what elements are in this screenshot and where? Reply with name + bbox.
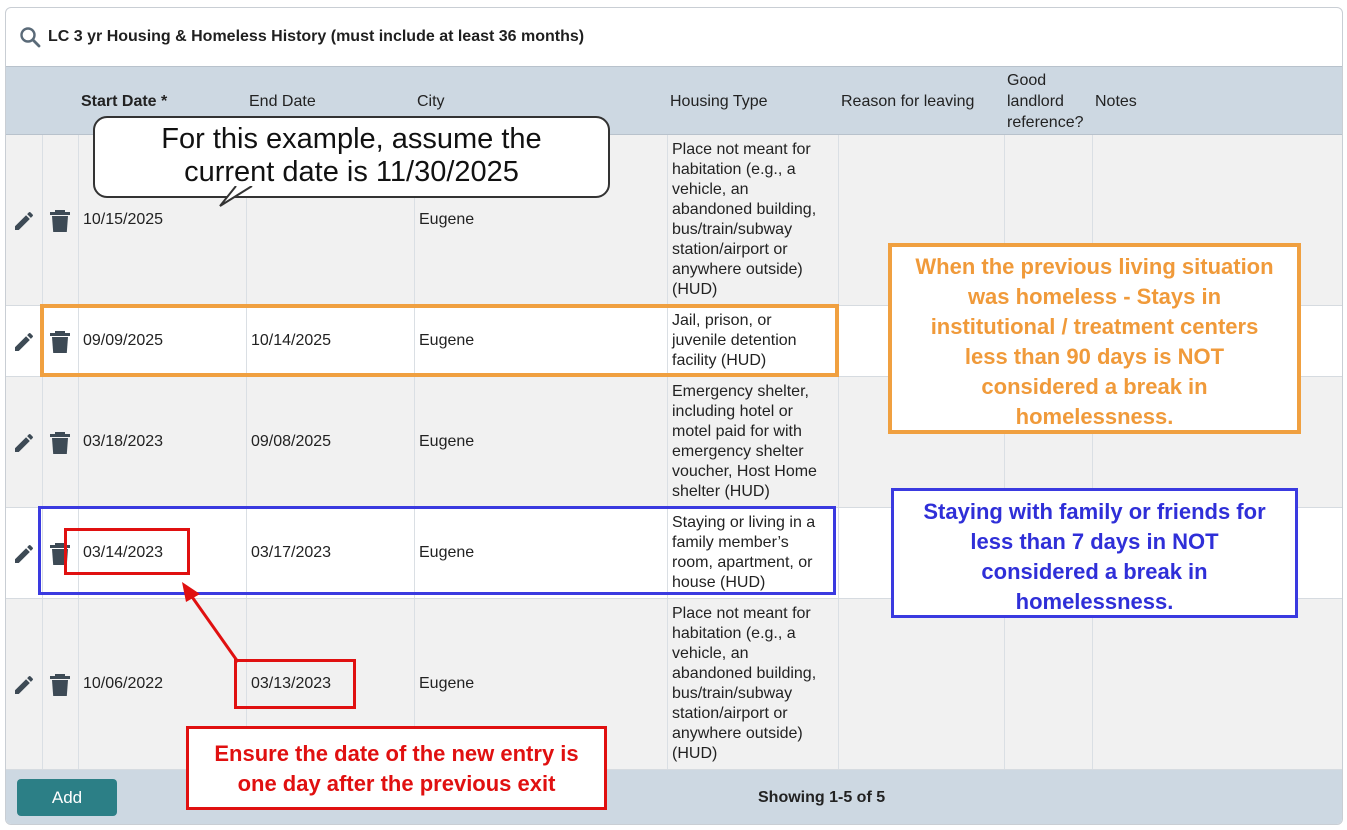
housing-type-line: juvenile detention [672, 332, 797, 349]
orange-note [888, 243, 1301, 434]
housing-type-line: vehicle, an [672, 181, 749, 198]
housing-type-line: Place not meant for [672, 141, 811, 158]
housing-type-line: vehicle, an [672, 645, 749, 662]
column-divider [78, 599, 79, 769]
red-note-line-2: one day after the previous exit [237, 771, 556, 796]
edit-pencil-icon[interactable] [9, 670, 39, 700]
delete-trash-icon[interactable] [45, 206, 75, 236]
current-date-callout [93, 116, 610, 198]
column-divider [78, 135, 79, 305]
end-date-cell: 10/14/2025 [251, 332, 332, 349]
housing-type-line: including hotel or [672, 403, 793, 420]
edit-pencil-icon[interactable] [9, 539, 39, 569]
column-divider [42, 377, 43, 507]
housing-type-line: shelter (HUD) [672, 483, 770, 500]
housing-type-line: habitation (e.g., a [672, 625, 796, 642]
housing-type-cell [672, 377, 817, 507]
column-header-housing-type[interactable]: Housing Type [670, 93, 768, 110]
column-divider [838, 377, 839, 507]
orange-note-line-5: considered a break in [981, 374, 1208, 399]
end-date-cell: 09/08/2025 [251, 433, 332, 450]
panel-header [6, 8, 1342, 66]
housing-type-line: station/airport or [672, 705, 788, 722]
column-divider [838, 508, 839, 598]
pagination-status: Showing 1-5 of 5 [758, 789, 886, 806]
housing-type-line: voucher, Host Home [672, 463, 817, 480]
housing-type-cell [672, 135, 816, 305]
column-divider [667, 599, 668, 769]
housing-type-line: Jail, prison, or [672, 312, 772, 329]
good-landlord-line-3: reference? [1007, 114, 1084, 131]
housing-type-line: anywhere outside) [672, 725, 803, 742]
housing-type-line: habitation (e.g., a [672, 161, 796, 178]
blue-note-line-1: Staying with family or friends for [923, 499, 1266, 524]
orange-note-line-4: less than 90 days is NOT [964, 344, 1225, 369]
orange-highlight-box [40, 304, 839, 377]
start-date-cell: 10/06/2022 [83, 675, 164, 692]
red-note [186, 726, 607, 810]
edit-pencil-icon[interactable] [9, 428, 39, 458]
red-highlight-start-date [64, 528, 190, 575]
column-divider [1092, 599, 1093, 769]
housing-type-line: bus/train/subway [672, 685, 793, 702]
column-divider [1004, 599, 1005, 769]
callout-line-1: For this example, assume the [161, 123, 542, 155]
housing-type-line: Emergency shelter, [672, 383, 809, 400]
column-divider [78, 377, 79, 507]
housing-type-cell [672, 599, 816, 769]
column-header-city[interactable]: City [417, 93, 445, 110]
housing-type-line: family member’s [672, 534, 789, 551]
housing-type-line: house (HUD) [672, 574, 766, 591]
city-cell: Eugene [419, 544, 475, 561]
housing-type-line: emergency shelter [672, 443, 804, 460]
required-marker: * [161, 93, 168, 110]
red-note-line-1: Ensure the date of the new entry is [214, 741, 579, 766]
orange-note-line-2: was homeless - Stays in [967, 284, 1222, 309]
housing-type-line: (HUD) [672, 281, 718, 298]
housing-type-line: anywhere outside) [672, 261, 803, 278]
column-header-end-date[interactable]: End Date [249, 93, 316, 110]
column-divider [838, 135, 839, 305]
start-date-cell: 03/18/2023 [83, 433, 164, 450]
start-date-cell: 10/15/2025 [83, 211, 164, 228]
good-landlord-line-2: landlord [1007, 93, 1064, 110]
housing-type-line: motel paid for with [672, 423, 802, 440]
column-divider [246, 377, 247, 507]
search-icon [19, 26, 41, 48]
city-cell: Eugene [419, 675, 475, 692]
callout-tail [218, 186, 258, 208]
callout-line-2: current date is 11/30/2025 [184, 156, 519, 188]
column-divider [667, 377, 668, 507]
orange-note-line-1: When the previous living situation [915, 254, 1274, 279]
column-header-good-landlord[interactable] [1007, 67, 1084, 136]
column-divider [42, 599, 43, 769]
delete-trash-icon[interactable] [45, 428, 75, 458]
orange-note-line-3: institutional / treatment centers [930, 314, 1259, 339]
panel-title: LC 3 yr Housing & Homeless History (must include at least 36 months) [48, 28, 585, 45]
column-header-reason[interactable]: Reason for leaving [841, 93, 975, 110]
housing-type-line: abandoned building, [672, 201, 817, 218]
housing-type-line: station/airport or [672, 241, 788, 258]
red-highlight-end-date [234, 659, 356, 709]
blue-note [891, 488, 1298, 618]
delete-trash-icon[interactable] [45, 670, 75, 700]
column-header-notes[interactable]: Notes [1095, 93, 1137, 110]
column-divider [838, 599, 839, 769]
column-divider [42, 135, 43, 305]
end-date-cell: 03/17/2023 [251, 544, 332, 561]
city-cell: Eugene [419, 332, 475, 349]
good-landlord-line-1: Good [1007, 72, 1047, 89]
housing-type-line: (HUD) [672, 745, 718, 762]
column-divider [414, 377, 415, 507]
housing-type-line: room, apartment, or [672, 554, 813, 571]
housing-type-line: bus/train/subway [672, 221, 793, 238]
orange-note-line-6: homelessness. [1015, 404, 1174, 429]
blue-note-line-2: less than 7 days in NOT [970, 529, 1219, 554]
edit-pencil-icon[interactable] [9, 206, 39, 236]
housing-type-line: abandoned building, [672, 665, 817, 682]
red-arrow [170, 580, 250, 670]
column-divider [667, 135, 668, 305]
start-date-cell: 09/09/2025 [83, 332, 164, 349]
start-date-label: Start Date [81, 93, 157, 110]
housing-type-line: facility (HUD) [672, 352, 767, 369]
city-cell: Eugene [419, 211, 475, 228]
housing-type-line: Place not meant for [672, 605, 811, 622]
add-button[interactable]: Add [17, 779, 117, 816]
housing-type-line: Staying or living in a [672, 514, 816, 531]
blue-note-line-4: homelessness. [1015, 589, 1174, 614]
start-date-cell: 03/14/2023 [83, 544, 164, 561]
end-date-cell: 03/13/2023 [251, 675, 332, 692]
city-cell: Eugene [419, 433, 475, 450]
blue-note-line-3: considered a break in [981, 559, 1208, 584]
edit-pencil-icon[interactable] [9, 327, 39, 357]
